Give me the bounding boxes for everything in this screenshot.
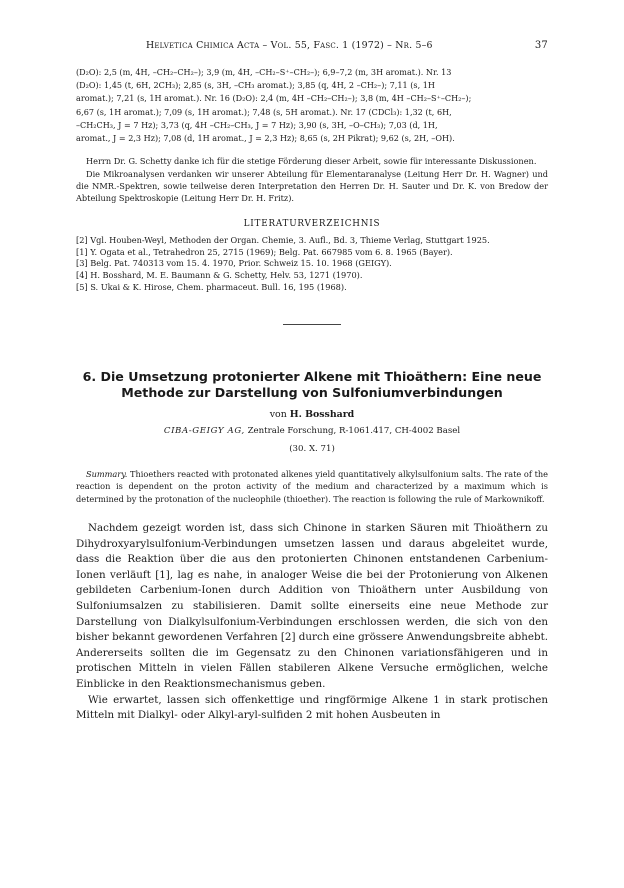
acknowledgements bbox=[76, 155, 548, 205]
page-number: 37 bbox=[534, 40, 548, 51]
author-name: H. Bosshard bbox=[289, 408, 355, 420]
reference-item: [5] S. Ukai & K. Hirose, Chem. pharmaceut. Bull. 16, 195 (1968). bbox=[76, 282, 347, 293]
received-date: (30. X. 71) bbox=[289, 443, 335, 454]
nmr-line: aromat.); 7,21 (s, 1H aromat.). Nr. 16 (D₂O): 2,4 (m, 4H –CH₂–CH₂–); 3,8 (m, 4H –CH₂–S⁺–CH₂–); bbox=[76, 93, 472, 104]
references-heading: LITERATURVERZEICHNIS bbox=[243, 218, 381, 229]
acknowledgement-paragraph: Die Mikroanalysen verdanken wir unserer Abteilung für Elementaranalyse (Leitung Herr Dr. H. Wagner) und die NMR.-Spektren, sowie teilweise deren Interpretation den Herren Dr. H. Sauter und Dr. K. von Bredow der Abteilung Spektroskopie (Leitung Herr Dr. H. Fritz). bbox=[76, 168, 548, 204]
reference-item: [3] Belg. Pat. 740313 vom 15. 4. 1970, Prior. Schweiz 15. 10. 1968 (GEIGY). bbox=[76, 258, 392, 269]
nmr-line: (D₂O): 1,45 (t, 6H, 2CH₃); 2,85 (s, 3H, –CH₃ aromat.); 3,85 (q, 4H, 2 –CH₂–); 7,11 (s, 1H bbox=[76, 80, 435, 91]
reference-item: [2] Vgl. Houben-Weyl, Methoden der Organ. Chemie, 3. Aufl., Bd. 3, Thieme Verlag, Stuttgart 1925. bbox=[76, 234, 490, 245]
affiliation-company: CIBA-GEIGY AG, bbox=[163, 425, 245, 436]
nmr-line: 6,67 (s, 1H aromat.); 7,09 (s, 1H aromat.); 7,48 (s, 5H aromat.). Nr. 17 (CDCl₃): 1,32 (t, 6H, bbox=[76, 106, 452, 117]
summary bbox=[76, 468, 548, 505]
section-divider bbox=[283, 324, 341, 325]
summary-text: Thioethers reacted with protonated alkenes yield quantitatively alkylsulfonium salts. The rate of the reaction is dependent on the proton activity of the medium and characterized by a maximum which is determined by the protonation of the nucleophile (thioether). The reaction is following the rule of Markownikoff. bbox=[76, 468, 548, 504]
nmr-line: –CH₂CH₃, J = 7 Hz); 3,73 (q, 4H –CH₂–CH₃, J = 7 Hz); 3,90 (s, 3H, –O–CH₃); 7,03 (d, 1H, bbox=[76, 119, 438, 130]
journal-page bbox=[76, 40, 548, 724]
body-paragraph: Wie erwartet, lassen sich offenkettige und ringförmige Alkene 1 in stark protischen Mitteln mit Dialkyl- oder Alkyl-aryl-sulfiden 2 mit hohen Ausbeuten in bbox=[76, 693, 548, 722]
byline-prefix: von bbox=[269, 408, 287, 420]
running-head bbox=[76, 40, 548, 56]
body-paragraph: Nachdem gezeigt worden ist, dass sich Chinone in starken Säuren mit Thioäthern zu Dihydroxyarylsulfonium-Verbindungen umsetzen lassen und daraus abgeleitet wurde, dass die Reaktion über die aus den protonierten Chinonen entstandenen Carbenium-Ionen verläuft [1], lag es nahe, in analoger Weise die bei der Protonierung von Alkenen gebildeten Carbenium-Ionen durch Addition von Thioäthern unter Ausbildung von Sulfoniumsalzen zu stabilisieren. Damit sollte einerseits eine neue Methode zur Darstellung von Dialkylsulfonium-Verbindungen erschlossen werden, die sich von den bisher bekannt gewordenen Verfahren [2] durch eine grössere Anwendungsbreite abhebt. Andererseits sollten die im Gegensatz zu den Chinonen variationsfähigeren und in protischen Mitteln in vielen Fällen stabileren Alkene Versuche ermöglichen, welche Einblicke in den Reaktionsmechanismus geben. bbox=[76, 522, 548, 690]
nmr-line: aromat., J = 2,3 Hz); 7,08 (d, 1H aromat., J = 2,3 Hz); 8,65 (s, 2H Pikrat); 9,62 (s, 2H, –OH). bbox=[76, 133, 455, 144]
nmr-data-block bbox=[76, 66, 548, 145]
summary-label: Summary. bbox=[86, 468, 128, 479]
article-title-line: 6. Die Umsetzung protonierter Alkene mit Thioäthern: Eine neue bbox=[82, 368, 542, 384]
affiliation-address: Zentrale Forschung, R-1061.417, CH-4002 Basel bbox=[247, 425, 461, 436]
acknowledgement-paragraph: Herrn Dr. G. Schetty danke ich für die stetige Förderung dieser Arbeit, sowie für interessante Diskussionen. bbox=[86, 156, 537, 167]
article-title-line: Methode zur Darstellung von Sulfoniumverbindungen bbox=[121, 384, 503, 400]
article-title bbox=[76, 369, 548, 401]
reference-list bbox=[76, 235, 548, 294]
body-text bbox=[76, 521, 548, 724]
affiliation bbox=[76, 426, 548, 436]
journal-title: Helvetica Chimica Acta – Vol. 55, Fasc. 1 (1972) – Nr. 5–6 bbox=[146, 40, 433, 51]
byline bbox=[76, 409, 548, 420]
reference-item: [1] Y. Ogata et al., Tetrahedron 25, 2715 (1969); Belg. Pat. 667985 vom 6. 8. 1965 (Bayer). bbox=[76, 246, 453, 257]
nmr-line: (D₂O): 2,5 (m, 4H, –CH₂–CH₂–); 3,9 (m, 4H, –CH₂–S⁺–CH₂–); 6,9–7,2 (m, 3H aromat.). Nr. 13 bbox=[76, 67, 452, 77]
reference-item: [4] H. Bosshard, M. E. Baumann & G. Schetty, Helv. 53, 1271 (1970). bbox=[76, 270, 363, 281]
